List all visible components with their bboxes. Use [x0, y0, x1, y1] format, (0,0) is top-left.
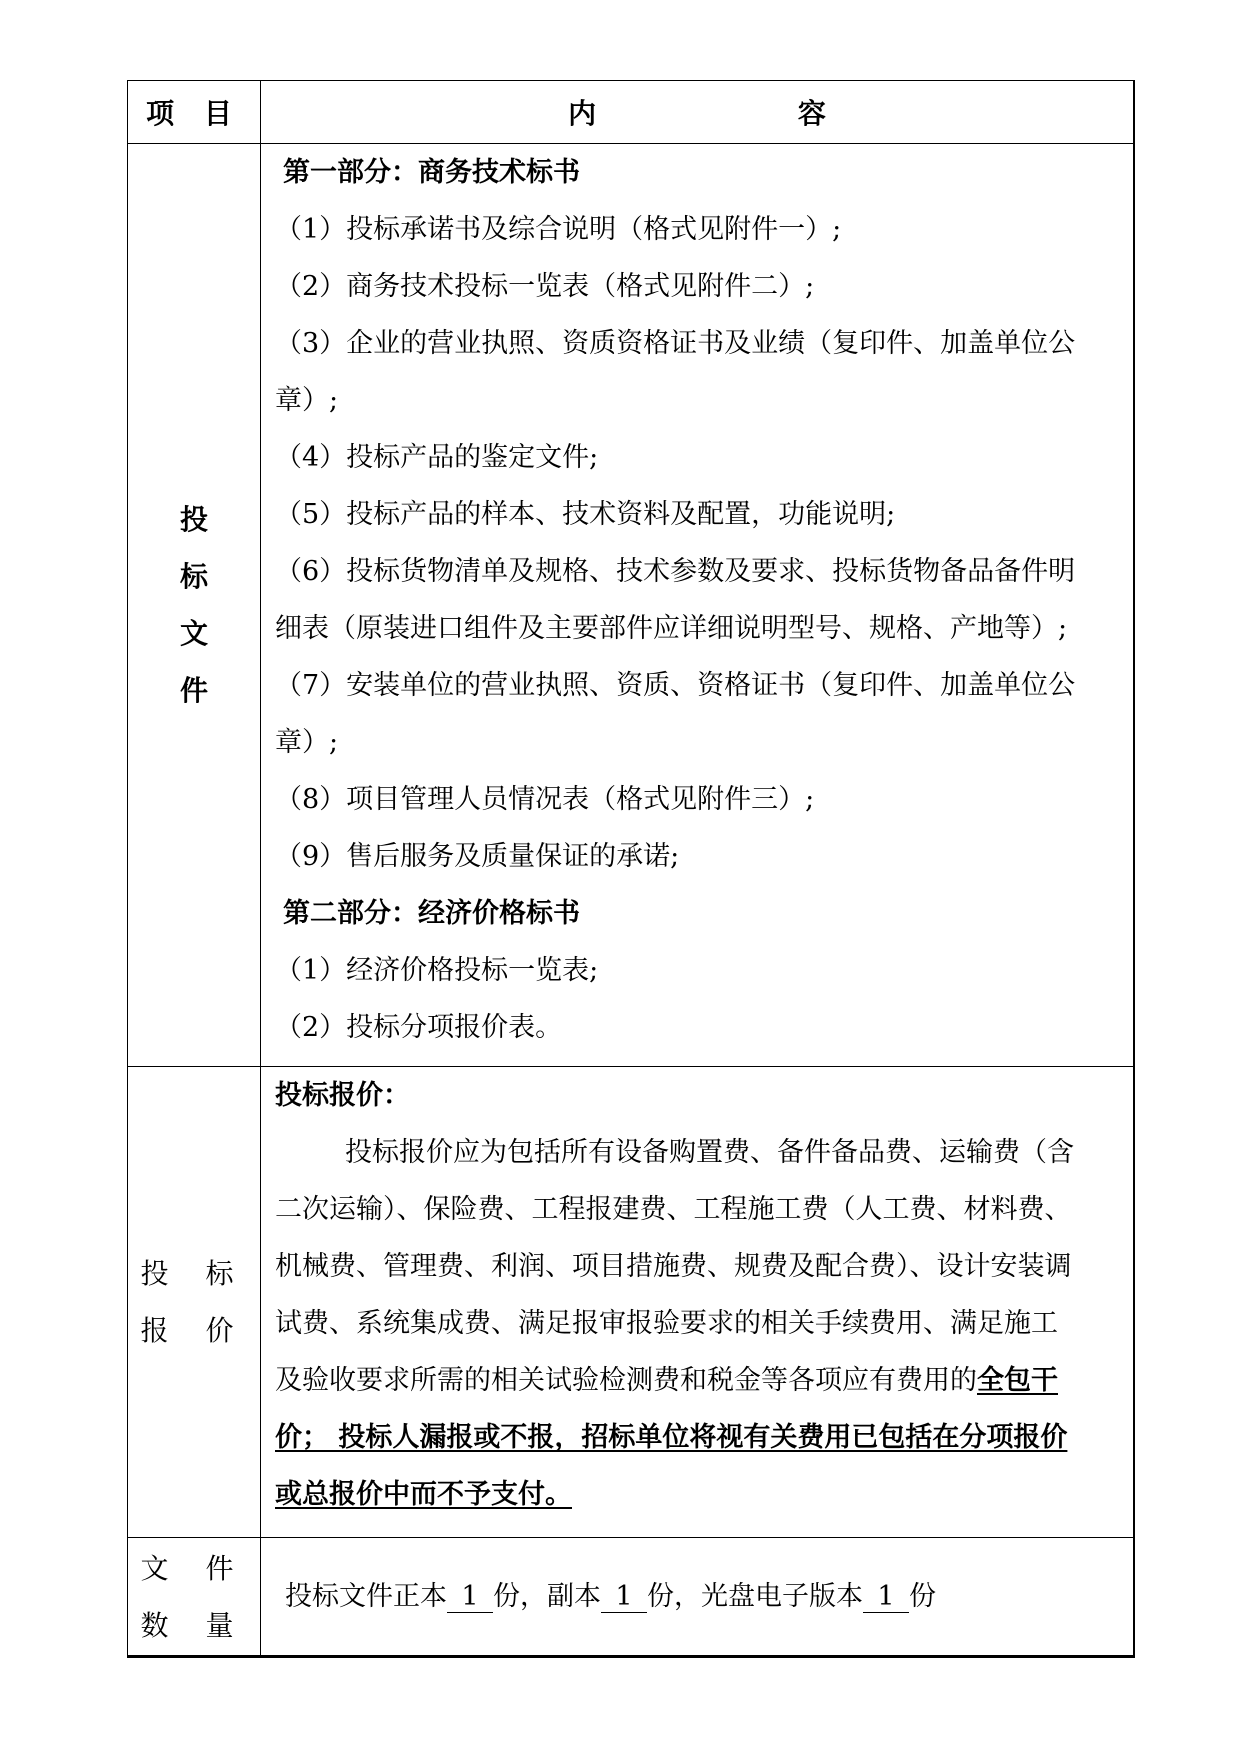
row-bid-documents: [128, 144, 1135, 1067]
doc-line: 章）;: [275, 727, 339, 758]
quote-line: 试费、系统集成费、满足报审报验要求的相关手续费用、满足施工: [275, 1308, 1058, 1339]
doc-line: （2）投标分项报价表。: [275, 1012, 563, 1043]
bid-quote-title: 投标报价：: [275, 1080, 410, 1111]
label-char: 投: [179, 503, 208, 536]
header-item: 项 目: [146, 97, 242, 130]
doc-line: （5）投标产品的样本、技术资料及配置，功能说明;: [275, 499, 896, 530]
doc-line: （4）投标产品的鉴定文件;: [275, 442, 599, 473]
cd-count: 1: [863, 1582, 909, 1613]
label-char: 文: [179, 617, 208, 650]
count-text: 份，光盘电子版本: [647, 1581, 863, 1612]
bid-documents-label: [128, 144, 261, 1067]
count-text: 份: [909, 1581, 936, 1612]
doc-line: （2）商务技术投标一览表（格式见附件二）;: [275, 271, 815, 302]
header-content-cell: [261, 81, 1135, 144]
doc-line: （9）售后服务及质量保证的承诺;: [275, 841, 680, 872]
bid-quote-content: [261, 1067, 1135, 1538]
label-char: 件: [179, 674, 208, 707]
part1-title: 第一部分：商务技术标书: [283, 157, 580, 188]
doc-line: 章）;: [275, 385, 339, 416]
doc-line: （8）项目管理人员情况表（格式见附件三）;: [275, 784, 815, 815]
copy-count: 1: [601, 1582, 647, 1613]
doc-count-label: [128, 1538, 261, 1657]
quote-emphasis: 全包干: [977, 1365, 1058, 1396]
quote-line: 投标报价应为包括所有设备购置费、备件备品费、运输费（含: [345, 1137, 1074, 1168]
quote-line: 机械费、管理费、利润、项目措施费、规费及配合费）、设计安装调: [275, 1251, 1072, 1282]
label-line: 报 价: [140, 1314, 248, 1347]
doc-count-line: [285, 1568, 1133, 1625]
quote-emphasis-line: 价； 投标人漏报或不报，招标单位将视有关费用已包括在分项报价: [275, 1422, 1068, 1453]
quote-line: 二次运输）、保险费、工程报建费、工程施工费（人工费、材料费、: [275, 1194, 1072, 1225]
part2-title: 第二部分：经济价格标书: [283, 898, 580, 929]
count-text: 份，副本: [493, 1581, 601, 1612]
doc-line: 细表（原装进口组件及主要部件应详细说明型号、规格、产地等）;: [275, 613, 1068, 644]
label-line: 数 量: [140, 1608, 248, 1642]
quote-line: [275, 1352, 1133, 1409]
label-line: 文 件: [140, 1551, 248, 1585]
bid-requirements-table: [127, 80, 1135, 1658]
header-content: 内 容: [568, 97, 922, 130]
count-text: 投标文件正本: [285, 1581, 447, 1612]
quote-text: 及验收要求所需的相关试验检测费和税金等各项应有费用的: [275, 1365, 977, 1396]
doc-line: （1）经济价格投标一览表;: [275, 955, 599, 986]
doc-line: （3）企业的营业执照、资质资格证书及业绩（复印件、加盖单位公: [275, 328, 1076, 359]
label-line: 投 标: [140, 1257, 248, 1290]
quote-emphasis-line: 或总报价中而不予支付。: [275, 1479, 572, 1510]
bid-quote-label: [128, 1067, 261, 1538]
doc-line: （1）投标承诺书及综合说明（格式见附件一）;: [275, 214, 842, 245]
doc-line: （7）安装单位的营业执照、资质、资格证书（复印件、加盖单位公: [275, 670, 1076, 701]
original-count: 1: [447, 1582, 493, 1613]
row-doc-count: [128, 1538, 1135, 1657]
doc-line: （6）投标货物清单及规格、技术参数及要求、投标货物备品备件明: [275, 556, 1076, 587]
row-bid-quote: [128, 1067, 1135, 1538]
header-item-cell: [128, 81, 261, 144]
doc-count-content: [261, 1538, 1135, 1657]
label-char: 标: [179, 560, 208, 593]
bid-documents-content: [261, 144, 1135, 1067]
table-header-row: [128, 81, 1135, 144]
